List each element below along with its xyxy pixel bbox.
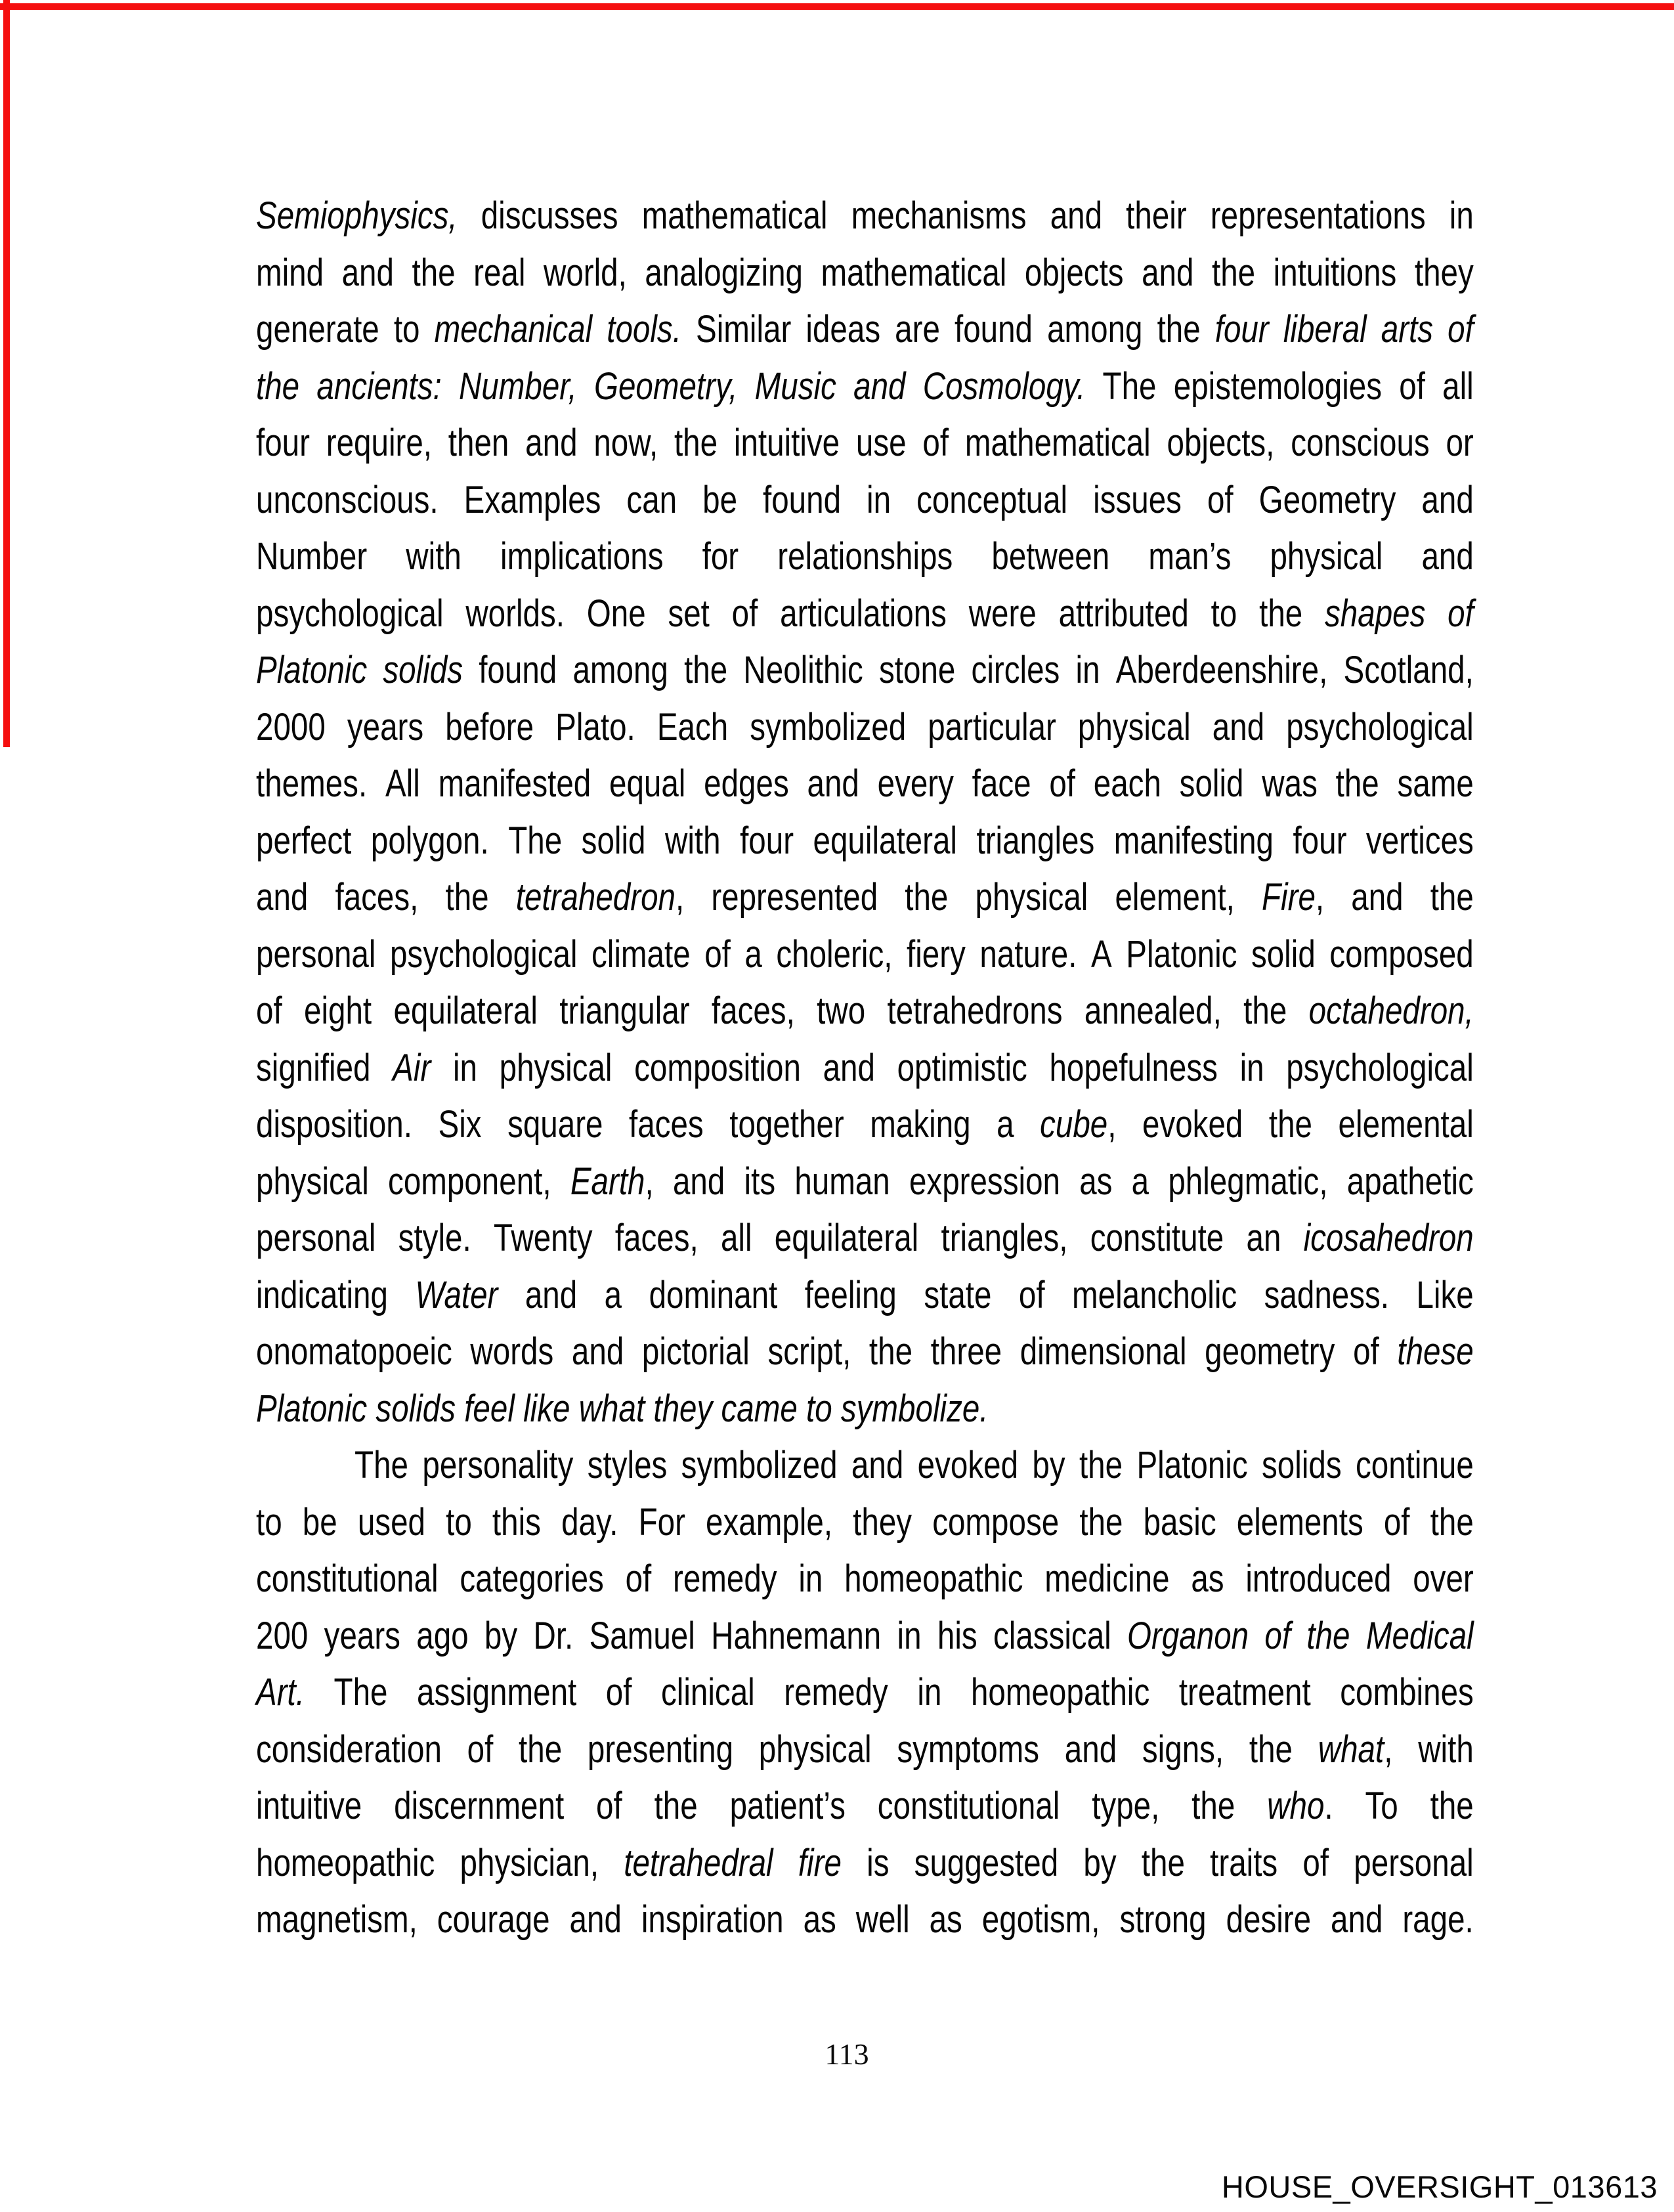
text-line: psychological worlds. One set of articulations were attributed to the shapes of xyxy=(256,592,1474,635)
text-line: signified Air in physical composition and optimistic hopefulness in psychological xyxy=(256,1046,1474,1089)
text-line: physical component, Earth, and its human expression as a phlegmatic, apathetic xyxy=(256,1160,1474,1203)
text-line: personal psychological climate of a choleric, fiery nature. A Platonic solid composed xyxy=(256,932,1474,976)
text-line: Platonic solids found among the Neolithic stone circles in Aberdeenshire, Scotland, xyxy=(256,649,1474,691)
text-line: generate to mechanical tools. Similar ideas are found among the four liberal arts of xyxy=(256,308,1474,351)
text-line: indicating Water and a dominant feeling state of melancholic sadness. Like xyxy=(256,1273,1474,1316)
text-line: constitutional categories of remedy in homeopathic medicine as introduced over xyxy=(256,1557,1474,1600)
body-text xyxy=(256,188,1474,1949)
text-line: Number with implications for relationships between man’s physical and xyxy=(256,535,1474,578)
text-line: 2000 years before Plato. Each symbolized particular physical and psychological xyxy=(256,705,1474,748)
text-line: perfect polygon. The solid with four equilateral triangles manifesting four vertices xyxy=(256,819,1474,862)
text-line: four require, then and now, the intuitive use of mathematical objects, conscious or xyxy=(256,422,1474,464)
text-line: homeopathic physician, tetrahedral fire is suggested by the traits of personal xyxy=(256,1841,1474,1884)
text-line: disposition. Six square faces together making a cube, evoked the elemental xyxy=(256,1103,1474,1146)
bates-number: HOUSE_OVERSIGHT_013613 xyxy=(1221,2169,1658,2204)
text-line: the ancients: Number, Geometry, Music and Cosmology. The epistemologies of all xyxy=(256,364,1474,408)
text-line: onomatopoeic words and pictorial script, the three dimensional geometry of these xyxy=(256,1330,1474,1373)
text-line: mind and the real world, analogizing mathematical objects and the intuitions they xyxy=(256,251,1474,294)
text-line: unconscious. Examples can be found in conceptual issues of Geometry and xyxy=(256,478,1474,521)
red-top-edge-line xyxy=(0,3,1674,10)
text-line: Art. The assignment of clinical remedy in homeopathic treatment combines xyxy=(256,1671,1474,1714)
text-line: Semiophysics, discusses mathematical mechanisms and their representations in xyxy=(256,194,1474,237)
text-line: to be used to this day. For example, they compose the basic elements of the xyxy=(256,1500,1474,1544)
text-line: Platonic solids feel like what they came to symbolize. xyxy=(256,1387,989,1430)
text-line: of eight equilateral triangular faces, two tetrahedrons annealed, the octahedron, xyxy=(256,989,1474,1032)
text-line: 200 years ago by Dr. Samuel Hahnemann in his classical Organon of the Medical xyxy=(256,1614,1474,1657)
text-line: intuitive discernment of the patient’s constitutional type, the who. To the xyxy=(256,1785,1474,1827)
text-line: The personality styles symbolized and evoked by the Platonic solids continue xyxy=(354,1444,1474,1486)
text-line: magnetism, courage and inspiration as well as egotism, strong desire and rage. xyxy=(256,1898,1474,1941)
text-line: personal style. Twenty faces, all equilateral triangles, constitute an icosahedron xyxy=(256,1217,1474,1259)
text-line: and faces, the tetrahedron, represented the physical element, Fire, and the xyxy=(256,876,1474,919)
text-line: consideration of the presenting physical symptoms and signs, the what, with xyxy=(256,1727,1474,1771)
red-left-edge-line xyxy=(3,0,10,747)
text-line: themes. All manifested equal edges and every face of each solid was the same xyxy=(256,762,1474,805)
page-number: 113 xyxy=(825,2037,869,2071)
